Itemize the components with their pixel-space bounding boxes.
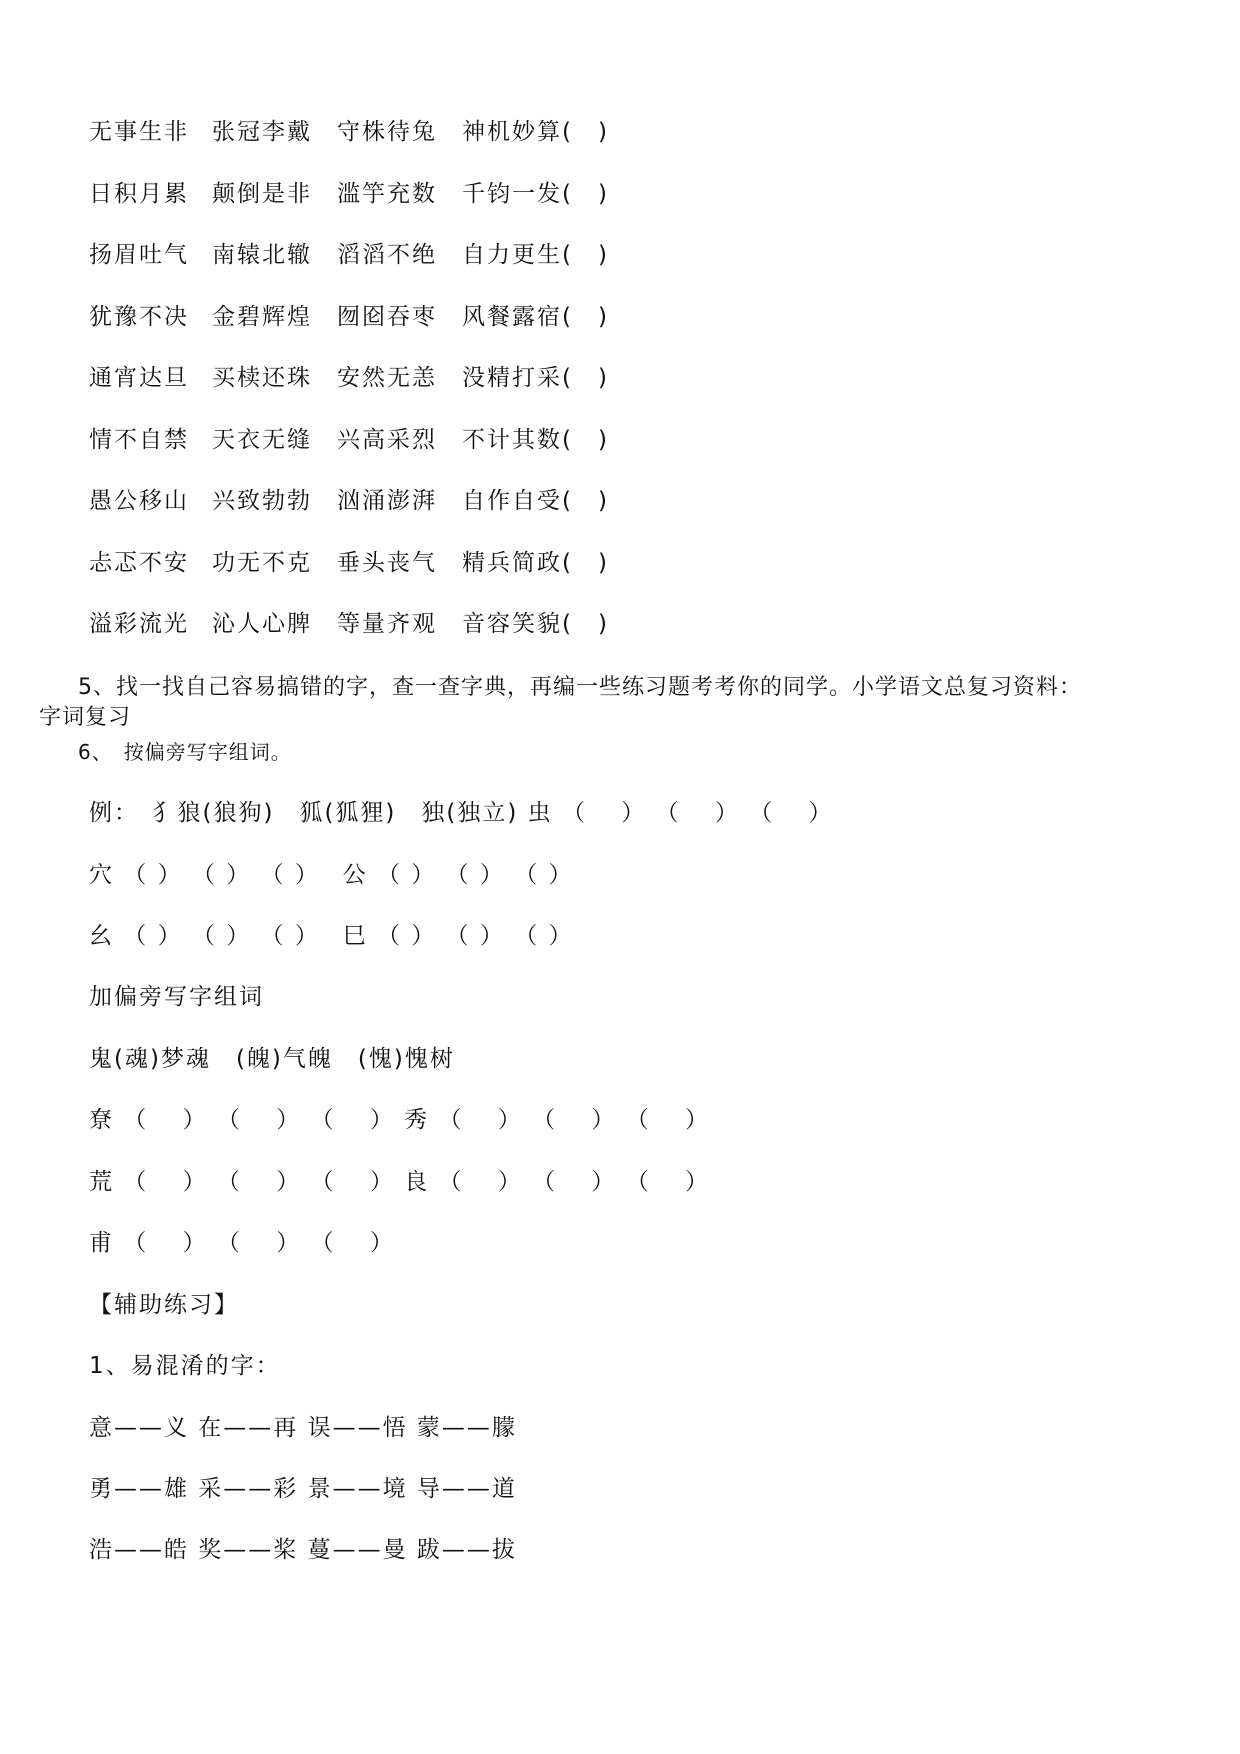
idiom-item: 垂头丧气 bbox=[337, 549, 437, 576]
idiom-item: 金碧辉煌 bbox=[212, 303, 312, 330]
question-5-line1: 5、找一找自己容易搞错的字，查一查字典，再编一些练习题考考你的同学。小学语文总复习资料： bbox=[78, 675, 1083, 700]
add-radical-row-3: 甫 （ ） （ ） （ ） bbox=[89, 1230, 395, 1256]
idiom-item: 南辕北辙 bbox=[212, 242, 312, 268]
idiom-item: 犹豫不决 bbox=[89, 303, 189, 330]
idiom-item: 没精打采( ) bbox=[462, 365, 609, 391]
idiom-item: 溢彩流光 bbox=[89, 611, 189, 637]
idiom-item: 无事生非 bbox=[89, 119, 189, 145]
add-radical-example: 鬼(魂)梦魂 (魄)气魄 (愧)愧树 bbox=[89, 1046, 455, 1072]
idiom-item: 兴致勃勃 bbox=[212, 488, 312, 514]
question-5-line2: 字词复习 bbox=[39, 705, 132, 730]
idiom-item: 情不自禁 bbox=[89, 426, 189, 453]
idiom-item: 兴高采烈 bbox=[337, 426, 437, 453]
idiom-item: 买椟还珠 bbox=[212, 365, 312, 391]
idiom-item: 自作自受( ) bbox=[462, 488, 609, 514]
idiom-item: 精兵简政( ) bbox=[462, 549, 609, 576]
idiom-item: 日积月累 bbox=[89, 180, 189, 207]
idiom-item: 囫囵吞枣 bbox=[337, 303, 437, 330]
confusable-row: 浩——皓 奖——桨 蔓——曼 跋——拔 bbox=[89, 1537, 517, 1563]
idiom-item: 忐忑不安 bbox=[89, 549, 189, 576]
idiom-item: 音容笑貌( ) bbox=[462, 611, 609, 637]
idiom-item: 功无不克 bbox=[212, 549, 312, 576]
confusable-row: 意——义 在——再 误——悟 蒙——朦 bbox=[89, 1415, 517, 1441]
radical-row-1: 穴 （ ） （ ） （ ） 公 （ ） （ ） （ ） bbox=[89, 862, 574, 888]
idiom-item: 安然无恙 bbox=[337, 365, 437, 391]
aux-title: 【辅助练习】 bbox=[89, 1292, 239, 1318]
add-radical-row-2: 荒 （ ） （ ） （ ） 良 （ ） （ ） （ ） bbox=[89, 1169, 711, 1195]
idiom-item: 自力更生( ) bbox=[462, 242, 609, 268]
idiom-item: 愚公移山 bbox=[89, 488, 189, 514]
idiom-item: 张冠李戴 bbox=[212, 119, 312, 145]
aux-item-1: 1、易混淆的字： bbox=[89, 1353, 281, 1379]
radical-row-2: 幺 （ ） （ ） （ ） 巳 （ ） （ ） （ ） bbox=[89, 923, 574, 949]
idiom-item: 滥竽充数 bbox=[337, 180, 437, 207]
idiom-item: 沁人心脾 bbox=[212, 611, 312, 637]
idiom-item: 颠倒是非 bbox=[212, 180, 312, 207]
idiom-item: 风餐露宿( ) bbox=[462, 303, 609, 330]
radical-example: 例： 犭狼(狼狗) 狐(狐狸) 独(独立) 虫 （ ） （ ） （ ） bbox=[89, 800, 834, 826]
idiom-item: 天衣无缝 bbox=[212, 426, 312, 453]
idiom-item: 扬眉吐气 bbox=[89, 242, 189, 268]
idiom-item: 通宵达旦 bbox=[89, 365, 189, 391]
idiom-item: 千钧一发( ) bbox=[462, 180, 609, 207]
idiom-item: 滔滔不绝 bbox=[337, 242, 437, 268]
add-radical-title: 加偏旁写字组词 bbox=[89, 984, 264, 1010]
idiom-item: 汹涌澎湃 bbox=[337, 488, 437, 514]
idiom-item: 神机妙算( ) bbox=[462, 119, 609, 145]
confusable-row: 勇——雄 采——彩 景——境 导——道 bbox=[89, 1476, 517, 1502]
question-6-title: 6、 按偏旁写字组词。 bbox=[78, 740, 292, 764]
add-radical-row-1: 尞 （ ） （ ） （ ） 秀 （ ） （ ） （ ） bbox=[89, 1107, 711, 1133]
idiom-item: 不计其数( ) bbox=[462, 426, 609, 453]
idiom-item: 守株待兔 bbox=[337, 119, 437, 145]
idiom-item: 等量齐观 bbox=[337, 611, 437, 637]
